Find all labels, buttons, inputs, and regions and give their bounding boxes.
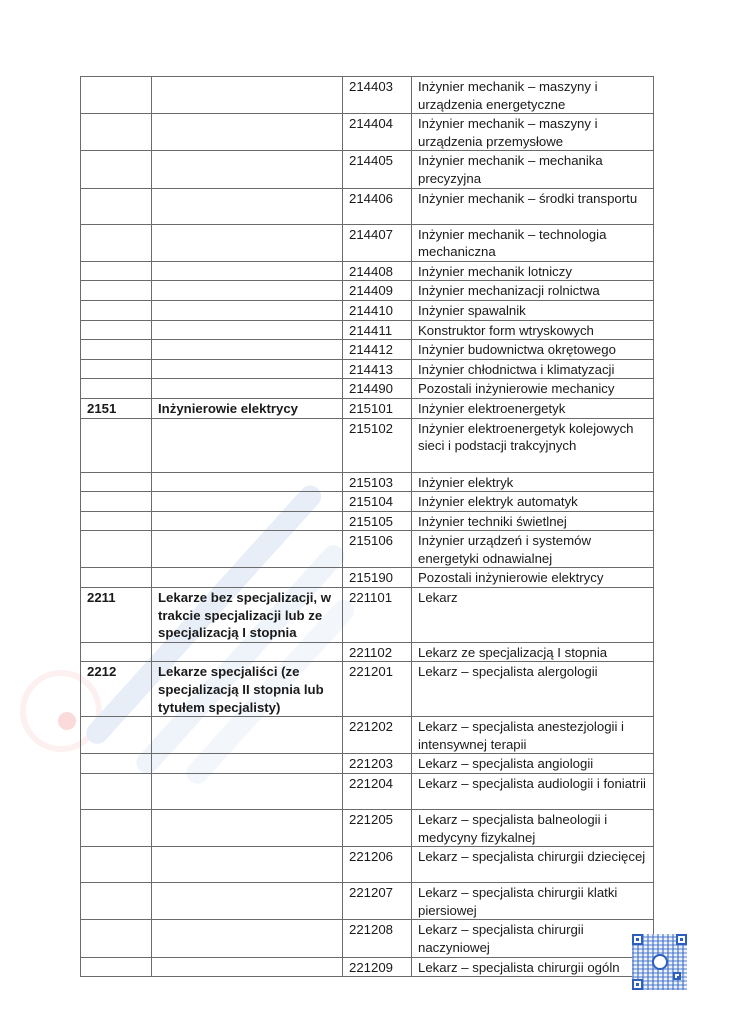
group-code-cell (81, 379, 152, 399)
occupation-code-cell: 214407 (343, 224, 412, 261)
occupation-code-cell: 221202 (343, 717, 412, 754)
occupation-code-cell: 214408 (343, 261, 412, 281)
occupation-name-cell: Lekarz – specjalista alergologii (412, 662, 654, 717)
group-name-cell (152, 300, 343, 320)
occupation-name-cell: Lekarz – specjalista anestezjologii i intensywnej terapii (412, 717, 654, 754)
group-code-cell (81, 300, 152, 320)
group-name-cell (152, 188, 343, 224)
group-code-cell (81, 810, 152, 847)
qr-finder-pattern (632, 934, 643, 945)
occupation-name-cell: Inżynier elektroenergetyk kolejowych sieci i podstacji trakcyjnych (412, 418, 654, 472)
occupation-name-cell: Inżynier mechanizacji rolnictwa (412, 281, 654, 301)
occupation-code-cell: 214412 (343, 340, 412, 360)
occupation-name-cell: Inżynier mechanik – technologia mechaniczna (412, 224, 654, 261)
group-name-cell: Lekarze specjaliści (ze specjalizacją II stopnia lub tytułem specjalisty) (152, 662, 343, 717)
group-name-cell (152, 320, 343, 340)
group-code-cell: 2151 (81, 398, 152, 418)
group-code-cell (81, 511, 152, 531)
occupation-name-cell: Lekarz – specjalista balneologii i medycyny fizykalnej (412, 810, 654, 847)
occupation-code-cell: 214406 (343, 188, 412, 224)
occupation-name-cell: Lekarz – specjalista angiologii (412, 754, 654, 774)
group-name-cell (152, 77, 343, 114)
table-row (81, 359, 654, 379)
group-name-cell (152, 847, 343, 883)
table-row (81, 568, 654, 588)
group-name-cell (152, 418, 343, 472)
occupation-classification-table (80, 76, 654, 977)
occupation-name-cell: Pozostali inżynierowie elektrycy (412, 568, 654, 588)
table-row (81, 511, 654, 531)
table-row (81, 774, 654, 810)
group-name-cell (152, 920, 343, 957)
group-code-cell (81, 920, 152, 957)
group-name-cell (152, 472, 343, 492)
occupation-code-cell: 215102 (343, 418, 412, 472)
table-row (81, 642, 654, 662)
table-row (81, 320, 654, 340)
group-code-cell: 2212 (81, 662, 152, 717)
occupation-name-cell: Lekarz – specjalista chirurgii ogóln (412, 957, 654, 977)
occupation-name-cell: Konstruktor form wtryskowych (412, 320, 654, 340)
table-row (81, 261, 654, 281)
occupation-name-cell: Inżynier chłodnictwa i klimatyzacji (412, 359, 654, 379)
occupation-code-cell: 214409 (343, 281, 412, 301)
table-row (81, 957, 654, 977)
group-code-cell (81, 320, 152, 340)
qr-code-icon[interactable] (632, 934, 687, 990)
group-name-cell (152, 774, 343, 810)
group-code-cell (81, 114, 152, 151)
group-code-cell (81, 77, 152, 114)
table-row (81, 151, 654, 188)
group-name-cell (152, 261, 343, 281)
group-code-cell (81, 883, 152, 920)
group-code-cell (81, 472, 152, 492)
occupation-code-cell: 221207 (343, 883, 412, 920)
table-row (81, 847, 654, 883)
group-name-cell (152, 359, 343, 379)
occupation-code-cell: 214490 (343, 379, 412, 399)
group-name-cell (152, 224, 343, 261)
occupation-code-cell: 215105 (343, 511, 412, 531)
group-code-cell (81, 568, 152, 588)
table-row (81, 662, 654, 717)
group-name-cell (152, 492, 343, 512)
occupation-code-cell: 214411 (343, 320, 412, 340)
group-name-cell (152, 883, 343, 920)
occupation-name-cell: Inżynier elektryk automatyk (412, 492, 654, 512)
table-row (81, 883, 654, 920)
occupation-code-cell: 221203 (343, 754, 412, 774)
occupation-name-cell: Inżynier elektryk (412, 472, 654, 492)
occupation-name-cell: Inżynier mechanik – środki transportu (412, 188, 654, 224)
group-code-cell (81, 717, 152, 754)
table-row (81, 754, 654, 774)
group-name-cell (152, 531, 343, 568)
table-row (81, 920, 654, 957)
occupation-name-cell: Inżynier mechanik – maszyny i urządzenia energetyczne (412, 77, 654, 114)
group-code-cell (81, 188, 152, 224)
group-code-cell (81, 774, 152, 810)
occupation-name-cell: Inżynier urządzeń i systemów energetyki odnawialnej (412, 531, 654, 568)
table-row (81, 398, 654, 418)
occupation-name-cell: Lekarz ze specjalizacją I stopnia (412, 642, 654, 662)
occupation-code-cell: 221206 (343, 847, 412, 883)
table-row (81, 300, 654, 320)
table-row (81, 810, 654, 847)
occupation-name-cell: Pozostali inżynierowie mechanicy (412, 379, 654, 399)
group-name-cell (152, 281, 343, 301)
group-code-cell (81, 261, 152, 281)
group-name-cell (152, 151, 343, 188)
group-name-cell (152, 114, 343, 151)
group-name-cell (152, 568, 343, 588)
occupation-name-cell: Inżynier mechanik – maszyny i urządzenia przemysłowe (412, 114, 654, 151)
watermark-dot-icon (58, 712, 76, 730)
table-row (81, 188, 654, 224)
occupation-name-cell: Lekarz – specjalista audiologii i foniatrii (412, 774, 654, 810)
qr-alignment-pattern (673, 972, 681, 980)
group-code-cell (81, 359, 152, 379)
occupation-name-cell: Inżynier techniki świetlnej (412, 511, 654, 531)
group-name-cell (152, 717, 343, 754)
occupation-code-cell: 215104 (343, 492, 412, 512)
table-row (81, 77, 654, 114)
occupation-code-cell: 221209 (343, 957, 412, 977)
group-code-cell (81, 224, 152, 261)
occupation-code-cell: 214410 (343, 300, 412, 320)
occupation-code-cell: 214413 (343, 359, 412, 379)
occupation-name-cell: Lekarz – specjalista chirurgii dziecięcej (412, 847, 654, 883)
group-code-cell (81, 340, 152, 360)
qr-finder-pattern (632, 979, 643, 990)
occupation-code-cell: 221208 (343, 920, 412, 957)
table-row (81, 472, 654, 492)
group-name-cell (152, 754, 343, 774)
occupation-name-cell: Inżynier elektroenergetyk (412, 398, 654, 418)
group-name-cell (152, 957, 343, 977)
group-code-cell: 2211 (81, 588, 152, 643)
occupation-code-cell: 221205 (343, 810, 412, 847)
table-row (81, 492, 654, 512)
occupation-code-cell: 214405 (343, 151, 412, 188)
occupation-name-cell: Inżynier mechanik – mechanika precyzyjna (412, 151, 654, 188)
occupation-code-cell: 221101 (343, 588, 412, 643)
occupation-name-cell: Inżynier mechanik lotniczy (412, 261, 654, 281)
occupation-code-cell: 221201 (343, 662, 412, 717)
table-row (81, 418, 654, 472)
group-name-cell (152, 379, 343, 399)
group-code-cell (81, 847, 152, 883)
group-name-cell: Lekarze bez specjalizacji, w trakcie specjalizacji lub ze specjalizacją I stopnia (152, 588, 343, 643)
group-code-cell (81, 418, 152, 472)
group-name-cell (152, 511, 343, 531)
group-code-cell (81, 754, 152, 774)
group-code-cell (81, 531, 152, 568)
occupation-name-cell: Lekarz (412, 588, 654, 643)
occupation-code-cell: 215190 (343, 568, 412, 588)
group-code-cell (81, 492, 152, 512)
qr-finder-pattern (676, 934, 687, 945)
occupation-code-cell: 215101 (343, 398, 412, 418)
table-row (81, 717, 654, 754)
group-name-cell (152, 642, 343, 662)
occupation-code-cell: 214403 (343, 77, 412, 114)
occupation-code-cell: 221204 (343, 774, 412, 810)
occupation-name-cell: Lekarz – specjalista chirurgii naczyniowej (412, 920, 654, 957)
table-row (81, 531, 654, 568)
occupation-code-cell: 215103 (343, 472, 412, 492)
group-code-cell (81, 151, 152, 188)
table-row (81, 114, 654, 151)
occupation-code-cell: 215106 (343, 531, 412, 568)
table-row (81, 281, 654, 301)
group-code-cell (81, 957, 152, 977)
qr-center-logo-icon (652, 954, 668, 970)
table-body (81, 77, 654, 977)
table-row (81, 340, 654, 360)
occupation-code-cell: 221102 (343, 642, 412, 662)
occupation-name-cell: Inżynier budownictwa okrętowego (412, 340, 654, 360)
group-code-cell (81, 281, 152, 301)
occupation-name-cell: Inżynier spawalnik (412, 300, 654, 320)
group-name-cell (152, 340, 343, 360)
occupation-code-cell: 214404 (343, 114, 412, 151)
group-code-cell (81, 642, 152, 662)
group-name-cell: Inżynierowie elektrycy (152, 398, 343, 418)
table-row (81, 588, 654, 643)
table-row (81, 224, 654, 261)
group-name-cell (152, 810, 343, 847)
occupation-name-cell: Lekarz – specjalista chirurgii klatki piersiowej (412, 883, 654, 920)
table-row (81, 379, 654, 399)
